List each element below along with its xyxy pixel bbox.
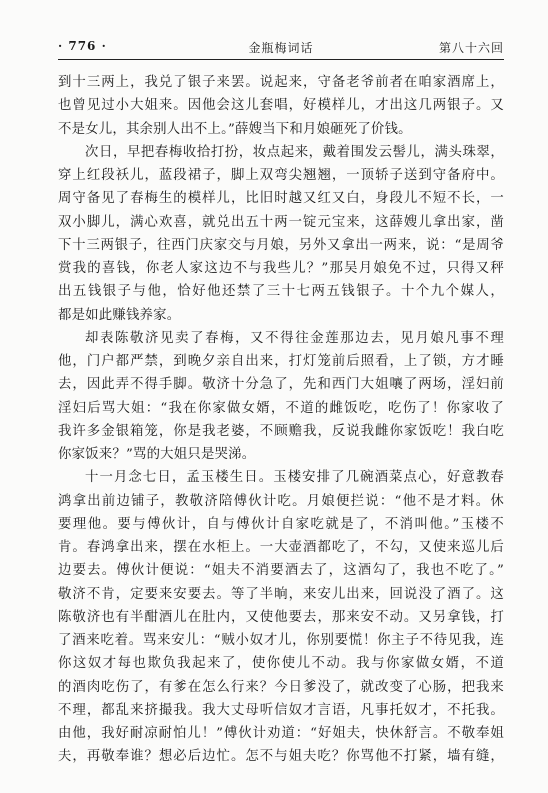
- text-line: 夫，再敬奉谁？想必后边忙。怎不与姐夫吃？你骂他不打紧，墙有缝，: [58, 749, 504, 765]
- text-line: 由他，我好耐凉耐怕儿！”傅伙计劝道：“好姐夫，快休舒言。不敬奉姐: [58, 726, 504, 741]
- text-line: 肯。春鸿拿出来，摆在水柜上。一大壶酒都吃了，不勾，又使来巡儿后: [58, 540, 504, 555]
- text-line: 你家饭来？”骂的大姐只是哭涕。: [58, 447, 256, 462]
- text-line: 周守备见了春梅生的模样儿，比旧时越又红又白，身段儿不短不长，一: [58, 191, 504, 207]
- text-line: 次日，早把春梅收拾打扮，妆点起来，戴着围发云髻儿，满头珠翠，: [85, 144, 504, 160]
- body-text: [58, 71, 504, 769]
- text-line: 敬济不肯，定要来安要去。等了半晌，来安儿出来，回说没了酒了。这: [58, 586, 504, 602]
- text-line: 穿上红段袄儿，蓝段裙子，脚上双弯尖翘翘，一顶轿子送到守备府中。: [58, 168, 504, 183]
- text-line: 鸿拿出前边铺子，教敬济陪傅伙计吃。月娘便拦说：“他不是才料。休: [58, 493, 504, 509]
- running-header: [58, 36, 504, 58]
- text-line: 了酒来吃着。骂来安儿：“贼小奴才儿，你别要慌！你主子不待见我，连: [58, 633, 504, 648]
- text-line: 到十三两上，我兑了银子来罢。说起来，守备老爷前者在咱家酒席上，: [58, 75, 504, 90]
- text-line: 都是如此赚钱养家。: [58, 307, 181, 323]
- text-line: 去，因此弄不得手脚。敬济十分急了，先和西门大姐嚷了两场，淫妇前: [58, 377, 504, 393]
- text-line: 十一月念七日，孟玉楼生日。玉楼安排了几碗酒菜点心，好意教春: [85, 470, 504, 486]
- chapter-title: 第八十六回: [438, 41, 504, 55]
- text-line: 要理他。要与傅伙计，自与傅伙计自家吃就是了，不消叫他。”玉楼不: [58, 516, 504, 532]
- text-line: 的酒肉吃伤了，有爹在怎么行来？今日爹没了，就改变了心肠，把我来: [58, 679, 504, 695]
- text-line: 双小脚儿，满心欢喜，就兑出五十两一锭元宝来，这薛嫂儿拿出家，凿: [58, 214, 504, 230]
- text-line: 出五钱银子与他，恰好他还禁了三十七两五钱银子。十个九个媒人，: [58, 284, 504, 300]
- text-line: 不是女儿，其余别人出不上。”薛嫂当下和月娘砸死了价钱。: [58, 121, 412, 137]
- text-line: 陈敬济也有半酣酒儿在肚内，又使他要去，那来安不动。又另拿钱，打: [58, 609, 504, 625]
- text-line: 我许多金银箱笼，你是我老婆，不顾赡我，反说我雌你家饭吃！我白吃: [58, 423, 504, 439]
- header-rule: [58, 59, 504, 60]
- text-line: 边要去。傅伙计便说：“姐夫不消要酒去了，这酒勾了，我也不吃了。”: [58, 563, 504, 579]
- text-line: 也曾见过小大姐来。因他会这儿套唱，好模样儿，才出这几两银子。又: [58, 98, 504, 114]
- text-line: 你这奴才每也欺负我起来了，使你使儿不动。我与你家做女婿，不道: [58, 656, 504, 672]
- text-line: 他，门户都严禁，到晚夕亲自出来，打灯笼前后照看，上了锁，方才睡: [58, 354, 504, 369]
- text-line: 淫妇后骂大姐：“我在你家做女婿，不道的雌饭吃，吃伤了！你家收了: [58, 400, 504, 416]
- book-title: 金瓶梅词话: [248, 41, 314, 55]
- text-line: 却表陈敬济见卖了春梅，又不得往金莲那边去，见月娘凡事不理: [85, 330, 504, 346]
- text-line: 下十三两银子，往西门庆家交与月娘，另外又拿出一两来，说：“是周爷: [58, 237, 504, 253]
- page-number: · 776 ·: [58, 39, 107, 53]
- text-line: 赏我的喜钱，你老人家这边不与我些儿？”那吴月娘免不过，只得又秤: [58, 261, 504, 276]
- text-line: 不理，都乱来挤撮我。我大丈母听信奴才言语，凡事托奴才，不托我。: [58, 702, 504, 718]
